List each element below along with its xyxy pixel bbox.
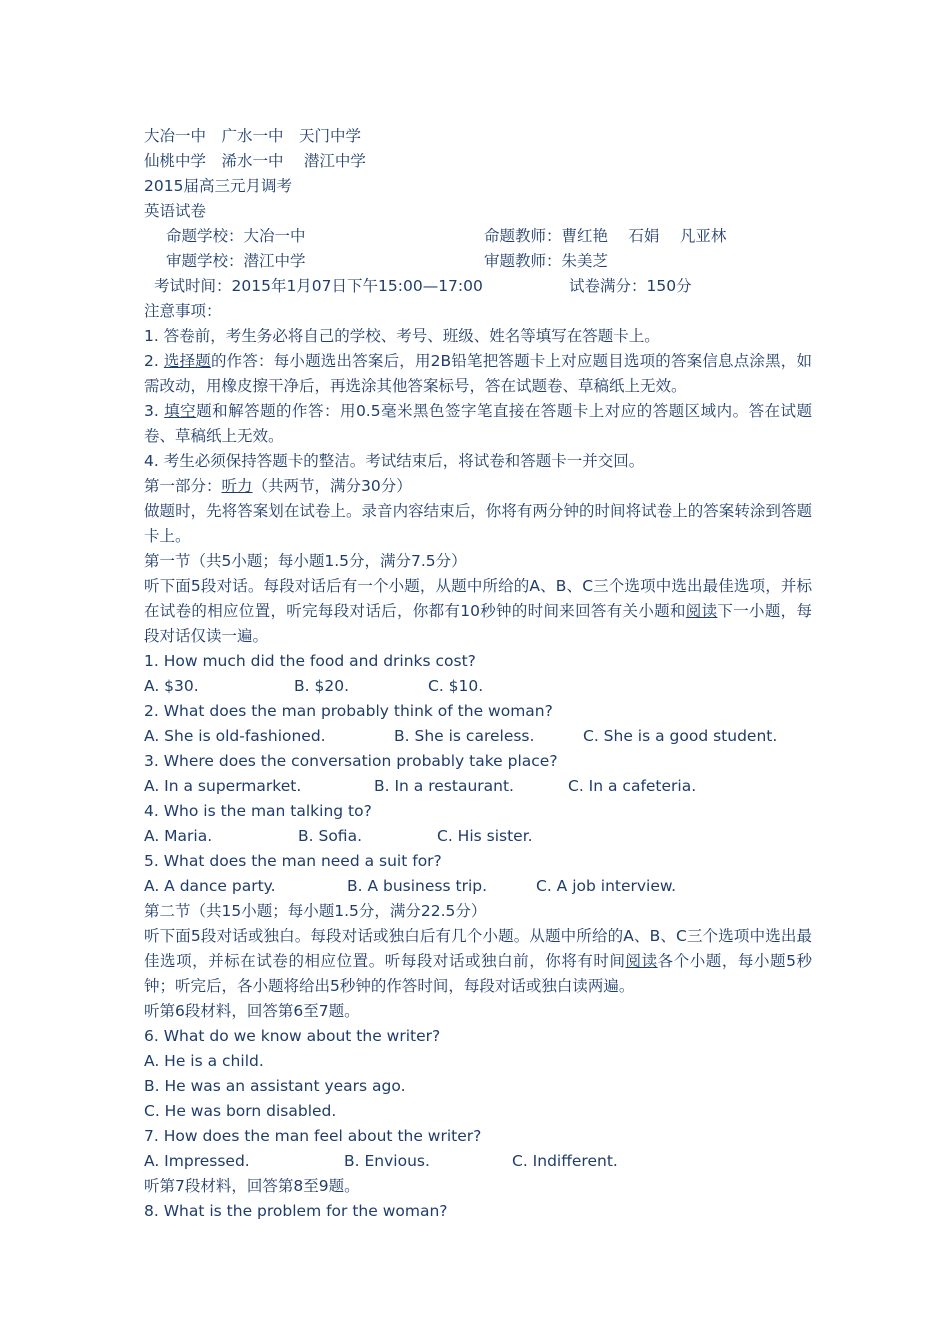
question-5-options: [144, 874, 812, 899]
question-6-option-b: B. He was an assistant years ago.: [144, 1077, 406, 1095]
note-3: [144, 399, 812, 449]
section1-instruction-b: 下一小题，每段对话仅读一遍。: [144, 602, 812, 645]
schools-line-2: 仙桃中学 浠水一中 潜江中学: [144, 152, 366, 170]
option-c: C. In a cafeteria.: [568, 777, 697, 795]
section2-instruction-underlined: 阅读: [625, 952, 658, 970]
note-3-text: 题和解答题的作答：用0.5毫米黑色签字笔直接在答题卡上对应的答题区域内。答在试题卷、草稿纸上无效。: [144, 402, 813, 445]
question-3: 3. Where does the conversation probably take place?: [144, 752, 558, 770]
part1-title-a: 第一部分：: [144, 477, 222, 495]
option-b: B. A business trip.: [347, 877, 488, 895]
proposer-row: [144, 224, 812, 249]
question-3-options: [144, 774, 812, 799]
question-2-options: [144, 724, 812, 749]
option-b: B. In a restaurant.: [374, 777, 514, 795]
question-5: 5. What does the man need a suit for?: [144, 852, 442, 870]
option-a: A. Maria.: [144, 827, 213, 845]
note-2-number: 2.: [144, 352, 164, 370]
full-score: 试卷满分：150分: [569, 277, 692, 295]
option-a: A. A dance party.: [144, 877, 276, 895]
section2-instruction-b: 各个小题，每小题5秒钟；听完后，各小题将给出5秒钟的作答时间，每段对话或独白读两遍。: [144, 952, 812, 995]
section2-instruction: [144, 924, 812, 999]
question-4-options: [144, 824, 812, 849]
section2-title: 第二节（共15小题；每小题1.5分，满分22.5分）: [144, 902, 487, 920]
reviewer-teacher: 审题教师：朱美芝: [484, 252, 609, 270]
note-3-underlined: 填空: [164, 402, 197, 420]
part1-instruction: 做题时，先将答案划在试卷上。录音内容结束后，你将有两分钟的时间将试卷上的答案转涂到答题卡上。: [144, 502, 812, 545]
proposer-school: 命题学校：大冶一中: [166, 227, 306, 245]
material-7-heading: 听第7段材料，回答第8至9题。: [144, 1177, 360, 1195]
option-a: A. She is old-fashioned.: [144, 727, 326, 745]
note-2-text: 的作答：每小题选出答案后，用2B铅笔把答题卡上对应题目选项的答案信息点涂黑，如需改动，用橡皮擦干净后，再选涂其他答案标号，答在试题卷、草稿纸上无效。: [144, 352, 812, 395]
exam-time: 考试时间：2015年1月07日下午15:00—17:00: [154, 277, 483, 295]
question-4: 4. Who is the man talking to?: [144, 802, 372, 820]
section1-instruction: [144, 574, 812, 649]
option-b: B. Sofia.: [298, 827, 362, 845]
section1-instruction-a: 听下面5段对话。每段对话后有一个小题，从题中所给的A、B、C三个选项中选出最佳选项，并标在试卷的相应位置，听完每段对话后，你都有10秒钟的时间来回答有关小题和: [144, 577, 812, 620]
question-8: 8. What is the problem for the woman?: [144, 1202, 448, 1220]
section1-instruction-underlined: 阅读: [685, 602, 718, 620]
part1-title: [144, 474, 812, 499]
question-1-options: [144, 674, 812, 699]
option-c: C. Indifferent.: [512, 1152, 618, 1170]
section1-title: 第一节（共5小题；每小题1.5分，满分7.5分）: [144, 552, 467, 570]
question-1: 1. How much did the food and drinks cost?: [144, 652, 476, 670]
material-6-heading: 听第6段材料，回答第6至7题。: [144, 1002, 360, 1020]
schools-line-1: 大冶一中 广水一中 天门中学: [144, 127, 362, 145]
reviewer-school: 审题学校：潜江中学: [166, 252, 306, 270]
exam-time-row: [144, 274, 812, 299]
note-2-underlined: 选择题: [163, 352, 211, 370]
option-c: C. A job interview.: [536, 877, 677, 895]
question-6-option-a: A. He is a child.: [144, 1052, 264, 1070]
subject-title: 英语试卷: [144, 202, 207, 220]
question-2: 2. What does the man probably think of the woman?: [144, 702, 553, 720]
option-a: A. $30.: [144, 677, 199, 695]
option-c: C. She is a good student.: [583, 727, 778, 745]
question-6-option-c: C. He was born disabled.: [144, 1102, 337, 1120]
notes-title: 注意事项：: [144, 302, 222, 320]
part1-title-underlined: 听力: [221, 477, 253, 495]
note-2: [144, 349, 812, 399]
reviewer-row: [144, 249, 812, 274]
option-b: B. Envious.: [344, 1152, 430, 1170]
note-4: 4. 考生必须保持答题卡的整洁。考试结束后，将试卷和答题卡一并交回。: [144, 452, 645, 470]
part1-title-b: （共两节，满分30分）: [252, 477, 412, 495]
question-7: 7. How does the man feel about the writer?: [144, 1127, 482, 1145]
note-3-number: 3.: [144, 402, 165, 420]
exam-title: 2015届高三元月调考: [144, 177, 292, 195]
option-c: C. His sister.: [437, 827, 533, 845]
option-a: A. In a supermarket.: [144, 777, 302, 795]
exam-content: [144, 124, 812, 1224]
proposer-teachers: 命题教师：曹红艳 石娟 凡亚林: [484, 227, 727, 245]
question-7-options: [144, 1149, 812, 1174]
section2-instruction-a: 听下面5段对话或独白。每段对话或独白后有几个小题。从题中所给的A、B、C三个选项中选出最佳选项，并标在试卷的相应位置。听每段对话或独白前，你将有时间: [144, 927, 812, 970]
option-a: A. Impressed.: [144, 1152, 250, 1170]
option-c: C. $10.: [428, 677, 484, 695]
question-6: 6. What do we know about the writer?: [144, 1027, 441, 1045]
option-b: B. She is careless.: [394, 727, 535, 745]
note-1: 1. 答卷前，考生务必将自己的学校、考号、班级、姓名等填写在答题卡上。: [144, 327, 660, 345]
option-b: B. $20.: [294, 677, 349, 695]
